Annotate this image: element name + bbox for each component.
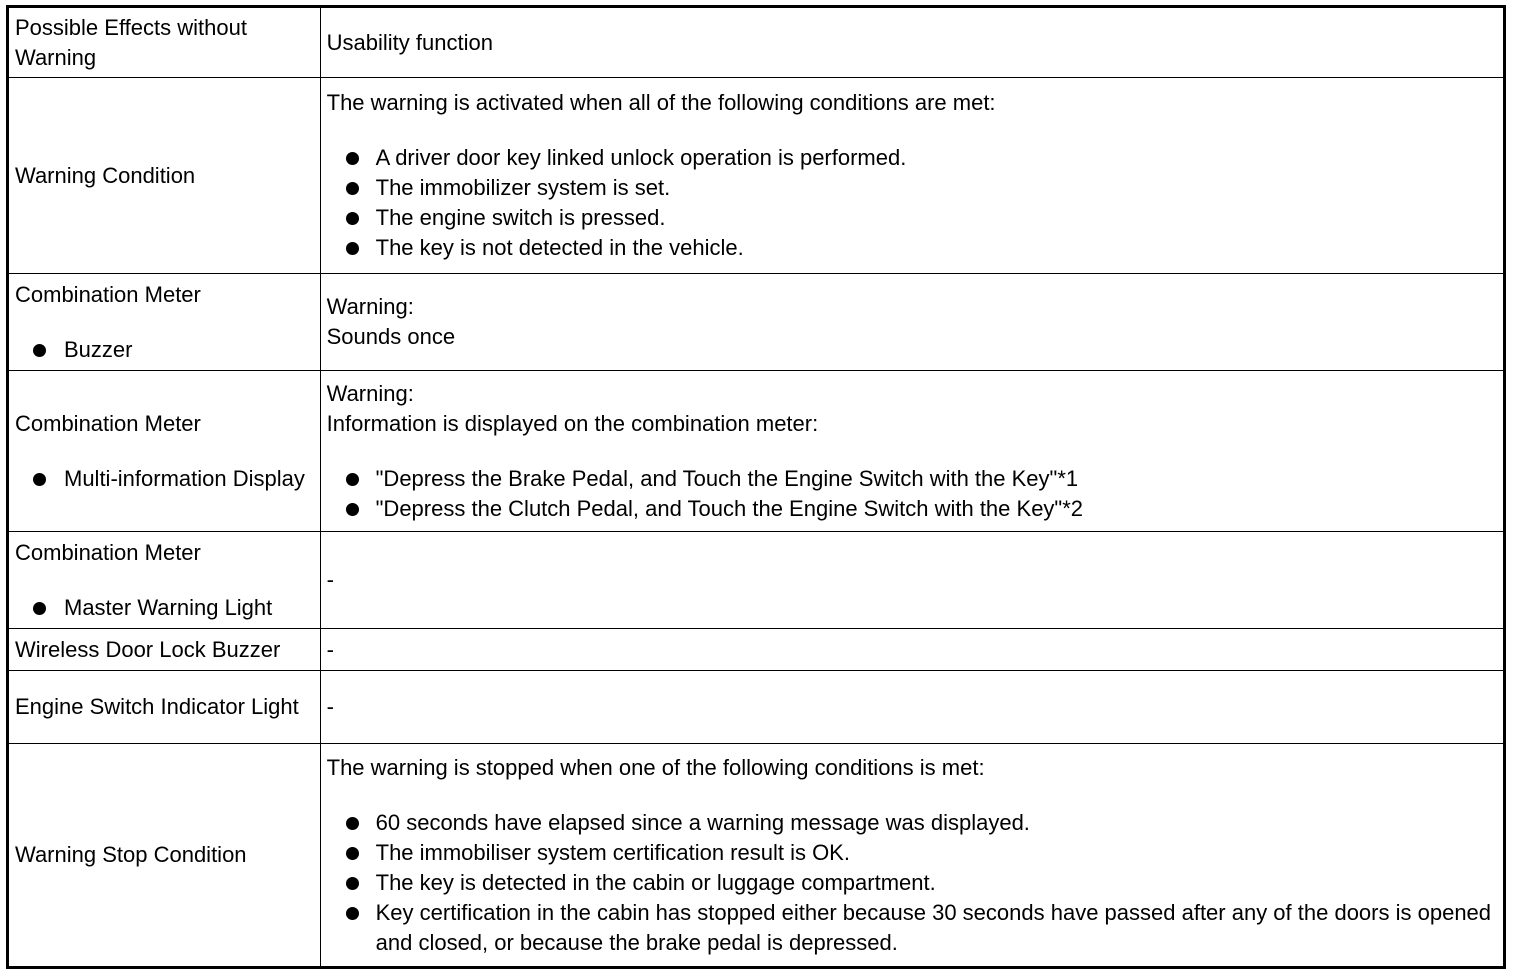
indicator-label-cell: [8, 671, 321, 744]
wireless-label-cell: [8, 629, 321, 671]
indicator-label: Engine Switch Indicator Light: [15, 694, 299, 719]
buzzer-detail-cell: [320, 274, 1504, 371]
mwl-sub-list: [15, 593, 316, 623]
warning-condition-list: [327, 143, 1499, 263]
table-row: [8, 532, 1505, 629]
table-row: [8, 744, 1505, 968]
stop-condition-list: [327, 808, 1499, 958]
table-row: [8, 274, 1505, 371]
list-item: 60 seconds have elapsed since a warning message was displayed.: [327, 808, 1499, 838]
list-item: The key is not detected in the vehicle.: [327, 233, 1499, 263]
mid-detail-cell: [320, 371, 1504, 532]
list-item: A driver door key linked unlock operation is performed.: [327, 143, 1499, 173]
mid-info-line: Information is displayed on the combination meter:: [326, 410, 819, 436]
list-item: "Depress the Clutch Pedal, and Touch the Engine Switch with the Key"*2: [327, 494, 1499, 524]
mid-message-list: [327, 464, 1499, 524]
wireless-label: Wireless Door Lock Buzzer: [15, 636, 281, 662]
list-item: The immobilizer system is set.: [327, 173, 1499, 203]
warning-condition-label: Warning Condition: [15, 162, 196, 188]
stop-label: Warning Stop Condition: [15, 842, 247, 867]
mwl-detail-cell: [320, 532, 1504, 629]
list-item: Key certification in the cabin has stopped either because 30 seconds have passed after any of the doors is opened and closed, or because the brake pedal is depressed.: [327, 898, 1499, 958]
table-row: [8, 371, 1505, 532]
table-row: [8, 7, 1505, 78]
mwl-label-cell: [8, 532, 321, 629]
header-right-cell: [320, 7, 1504, 78]
buzzer-sub-list: [15, 335, 316, 365]
combination-meter-label: Combination Meter: [15, 281, 201, 307]
mid-warning-line: Warning:: [326, 380, 414, 406]
wireless-value: -: [326, 636, 334, 662]
list-item: Master Warning Light: [15, 593, 316, 623]
buzzer-warning-line: Warning:: [326, 294, 414, 319]
buzzer-sound-line: Sounds once: [326, 324, 456, 349]
table-row: [8, 78, 1505, 274]
indicator-detail-cell: [320, 671, 1504, 744]
mid-label-cell: [8, 371, 321, 532]
stop-detail-cell: [320, 744, 1504, 968]
list-item: The immobiliser system certification result is OK.: [327, 838, 1499, 868]
list-item: The engine switch is pressed.: [327, 203, 1499, 233]
wireless-detail-cell: [320, 629, 1504, 671]
indicator-value: -: [326, 694, 334, 719]
combination-meter-label: Combination Meter: [15, 539, 201, 565]
header-left-cell: [8, 7, 321, 78]
header-right-text: Usability function: [326, 29, 493, 55]
list-item: Buzzer: [15, 335, 316, 365]
mid-sub-list: [15, 464, 316, 494]
list-item: "Depress the Brake Pedal, and Touch the Engine Switch with the Key"*1: [327, 464, 1499, 494]
warning-condition-detail-cell: [320, 78, 1504, 274]
stop-label-cell: [8, 744, 321, 968]
warning-spec-table: [6, 5, 1506, 969]
buzzer-label-cell: [8, 274, 321, 371]
table-row: [8, 629, 1505, 671]
header-left-text: Possible Effects without Warning: [15, 14, 247, 70]
mwl-value: -: [326, 567, 334, 592]
combination-meter-label: Combination Meter: [15, 410, 201, 436]
warning-condition-intro: The warning is activated when all of the following conditions are met:: [326, 90, 996, 115]
list-item: The key is detected in the cabin or luggage compartment.: [327, 868, 1499, 898]
warning-condition-label-cell: [8, 78, 321, 274]
stop-intro: The warning is stopped when one of the following conditions is met:: [326, 754, 985, 780]
table-row: [8, 671, 1505, 744]
list-item: Multi-information Display: [15, 464, 316, 494]
